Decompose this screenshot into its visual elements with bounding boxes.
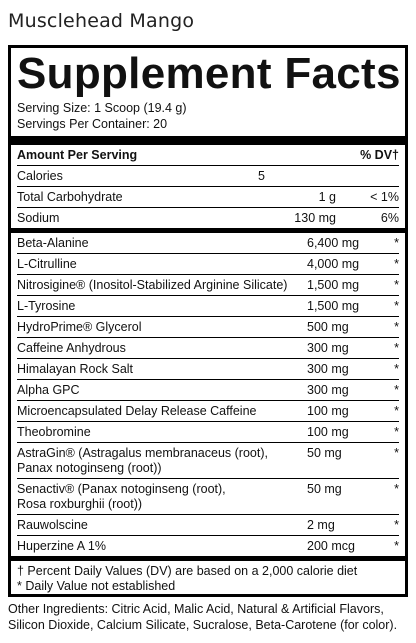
ingredient-amount: 1,500 mg [307,299,360,313]
ingredient-amount: 1,500 mg [307,278,360,292]
macro-name: Total Carbohydrate [17,190,123,204]
ingredient-amount: 100 mg [307,404,349,418]
ingredient-name [17,446,307,476]
ingredient-dv: * [394,446,399,460]
footnote-not-established: * Daily Value not established [17,579,176,593]
footnote-dv: † Percent Daily Values (DV) are based on a 2,000 calorie diet [17,564,358,578]
ingredient-dv: * [394,425,399,439]
macro-name: Calories [17,169,63,183]
product-name: Musclehead Mango [8,10,195,32]
ingredient-name: Caffeine Anhydrous [17,341,126,355]
ingredient-amount: 4,000 mg [307,257,360,271]
macro-name: Sodium [17,211,60,225]
divider-thick [11,136,405,145]
ingredient-row [17,536,399,556]
macro-row [17,208,399,228]
macro-amount: 5 [258,169,265,183]
panel-title: Supplement Facts [17,49,401,98]
ingredient-row [17,359,399,380]
ingredient-row [17,422,399,443]
ingredient-row [17,479,399,515]
ingredient-name-line2: Panax notoginseng (root)) [17,461,162,475]
ingredient-name [17,482,307,512]
ingredient-name: HydroPrime® Glycerol [17,320,142,334]
ingredient-name: Himalayan Rock Salt [17,362,134,376]
ingredient-name: Rauwolscine [17,518,88,532]
ingredient-row [17,443,399,479]
ingredient-row [17,254,399,275]
ingredient-row [17,338,399,359]
supplement-facts-panel [8,45,408,597]
ingredient-name: Nitrosigine® (Inositol-Stabilized Arginine Silicate) [17,278,288,292]
ingredient-amount: 6,400 mg [307,236,360,250]
ingredient-amount: 100 mg [307,425,349,439]
macro-amount: 130 mg [294,211,336,225]
ingredient-row [17,296,399,317]
ingredient-amount: 500 mg [307,320,349,334]
ingredient-amount: 300 mg [307,341,349,355]
ingredient-dv: * [394,383,399,397]
ingredient-dv: * [394,404,399,418]
ingredient-dv: * [394,362,399,376]
ingredient-amount: 200 mcg [307,539,355,553]
ingredient-dv: * [394,320,399,334]
macro-row [17,187,399,208]
ingredient-amount: 300 mg [307,383,349,397]
ingredient-name: Microencapsulated Delay Release Caffeine [17,404,257,418]
ingredient-dv: * [394,278,399,292]
other-ingredients: Other Ingredients: Citric Acid, Malic Acid, Natural & Artificial Flavors, Silicon Dioxide, Calcium Silicate, Sucralose, Beta-Carotene (for color). [8,602,398,632]
ingredient-dv: * [394,236,399,250]
ingredient-amount: 300 mg [307,362,349,376]
ingredient-dv: * [394,257,399,271]
ingredient-amount: 50 mg [307,482,342,496]
header-amount: Amount Per Serving [17,148,138,162]
servings-per-container: Servings Per Container: 20 [17,117,168,131]
ingredient-row [17,275,399,296]
ingredient-name: Beta-Alanine [17,236,89,250]
ingredient-amount: 50 mg [307,446,342,460]
ingredient-dv: * [394,482,399,496]
ingredient-name-line2: Rosa roxburghii (root)) [17,497,143,511]
ingredient-name-line1: Senactiv® (Panax notoginseng (root), [17,482,226,496]
header-dv: % DV† [360,148,399,162]
ingredient-dv: * [394,299,399,313]
macro-amount: 1 g [318,190,336,204]
serving-size: Serving Size: 1 Scoop (19.4 g) [17,101,187,115]
ingredient-name: L-Tyrosine [17,299,76,313]
ingredient-name-line1: AstraGin® (Astragalus membranaceus (root), [17,446,268,460]
ingredient-row [17,401,399,422]
macro-row [17,166,399,187]
ingredient-row [17,233,399,254]
header-row [17,145,399,166]
ingredient-row [17,317,399,338]
ingredient-name: Huperzine A 1% [17,539,106,553]
ingredient-dv: * [394,341,399,355]
ingredient-name: Theobromine [17,425,91,439]
ingredient-name: L-Citrulline [17,257,77,271]
macro-dv: 6% [380,211,399,225]
ingredient-row [17,515,399,536]
ingredient-dv: * [394,539,399,553]
ingredient-row [17,380,399,401]
macro-dv: < 1% [370,190,399,204]
ingredient-amount: 2 mg [307,518,335,532]
ingredient-dv: * [394,518,399,532]
ingredient-name: Alpha GPC [17,383,80,397]
